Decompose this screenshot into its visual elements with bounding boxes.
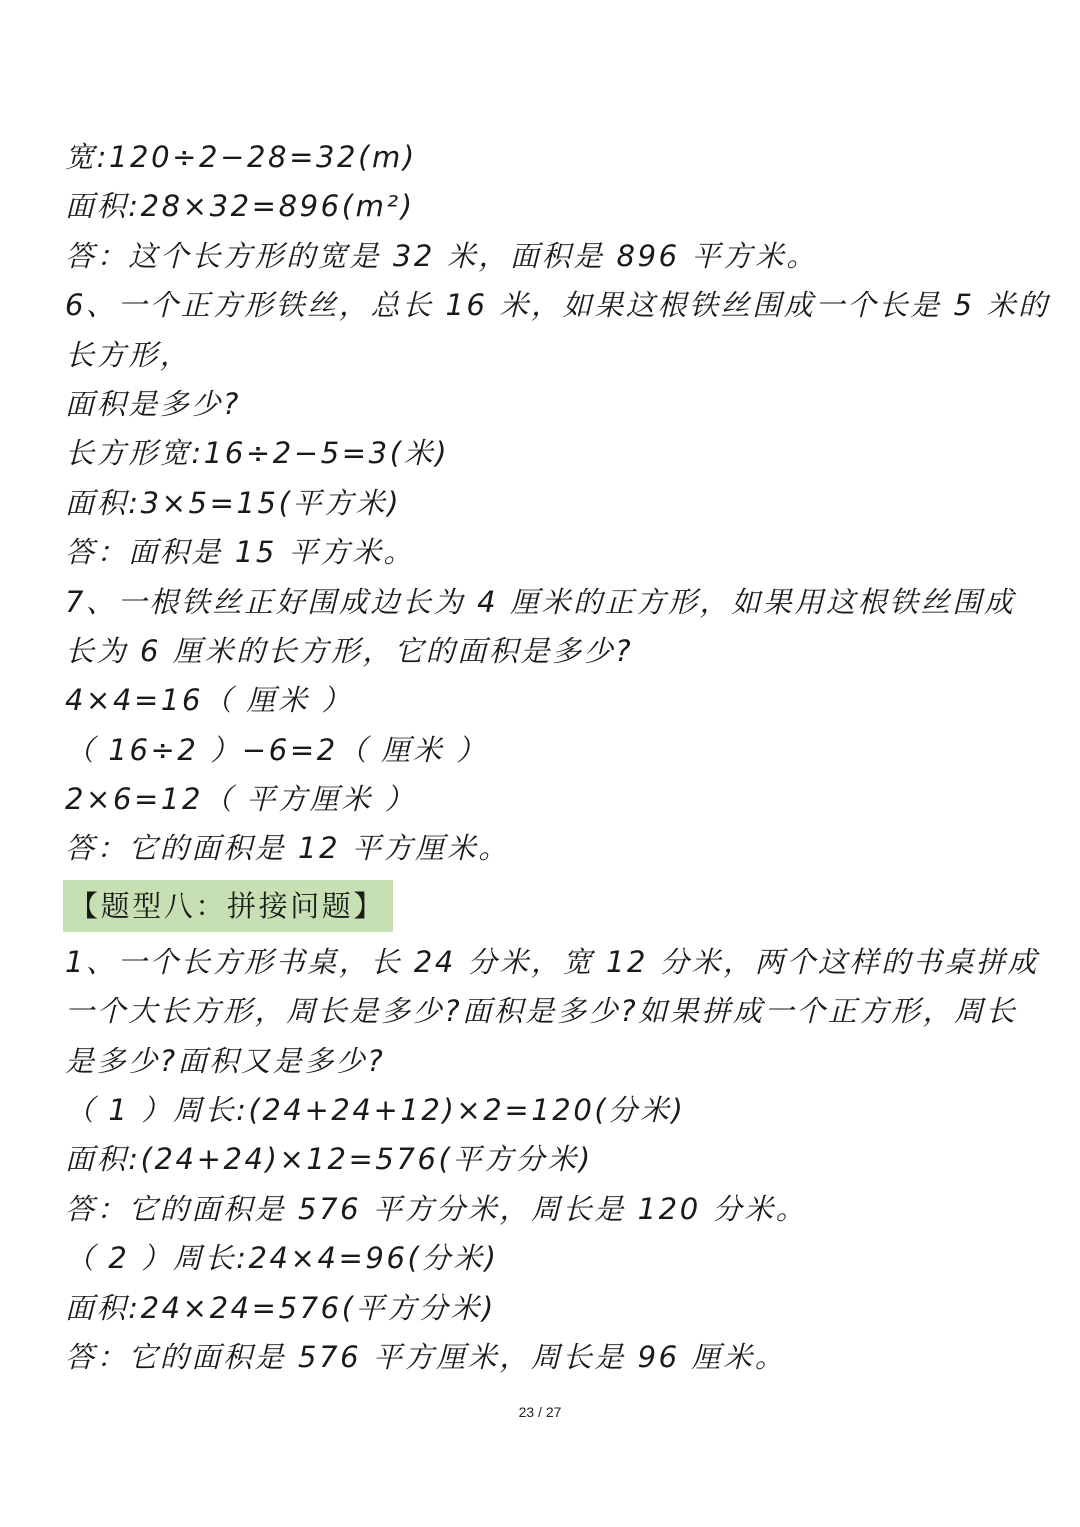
answer-line: 答：它的面积是 576 平方分米，周长是 120 分米。 (65, 1191, 808, 1226)
question-1-line: 一个大长方形，周长是多少?面积是多少?如果拼成一个正方形，周长 (65, 994, 1018, 1029)
text-line: 面积:24×24=576(平方分米) (65, 1290, 496, 1325)
answer-line: 答：面积是 15 平方米。 (65, 535, 416, 570)
text-line: 宽:120÷2−28=32(m) (65, 140, 417, 174)
text-line: （ 16÷2 ）−6=2（ 厘米 ） (65, 732, 488, 767)
text-line: 2×6=12（ 平方厘米 ） (65, 782, 417, 817)
question-1-line: 1、一个长方形书桌，长 24 分米，宽 12 分米，两个这样的书桌拼成 (65, 944, 1040, 979)
answer-line: 答：它的面积是 12 平方厘米。 (65, 831, 510, 866)
question-1-line: 是多少?面积又是多少? (65, 1043, 386, 1078)
text-line: （ 1 ）周长:(24+24+12)×2=120(分米) (65, 1093, 686, 1128)
text-line: 4×4=16（ 厘米 ） (65, 683, 354, 718)
answer-line: 答：它的面积是 576 平方厘米，周长是 96 厘米。 (65, 1339, 787, 1374)
text-line: 面积:(24+24)×12=576(平方分米) (65, 1142, 593, 1177)
page-content (65, 133, 1050, 1382)
question-7-line: 长为 6 厘米的长方形，它的面积是多少? (65, 633, 634, 668)
question-6-line: 6、一个正方形铁丝，总长 16 米，如果这根铁丝围成一个长是 5 米的 (65, 288, 1050, 323)
text-line: 面积:3×5=15(平方米) (65, 485, 402, 520)
text-line: 长方形宽:16÷2−5=3(米) (65, 436, 450, 471)
text-line: 面积:28×32=896(m²) (65, 189, 415, 224)
section-heading-wrap (65, 874, 1025, 938)
text-line: （ 2 ）周长:24×4=96(分米) (65, 1241, 499, 1276)
question-6-line: 长方形， (65, 337, 192, 372)
question-6-line: 面积是多少? (65, 386, 241, 421)
page-number: 23 / 27 (518, 1404, 562, 1420)
section-heading: 【题型八：拼接问题】 (63, 880, 393, 932)
answer-line: 答：这个长方形的宽是 32 米，面积是 896 平方米。 (65, 238, 818, 273)
question-7-line: 7、一根铁丝正好围成边长为 4 厘米的正方形，如果用这根铁丝围成 (65, 584, 1016, 619)
